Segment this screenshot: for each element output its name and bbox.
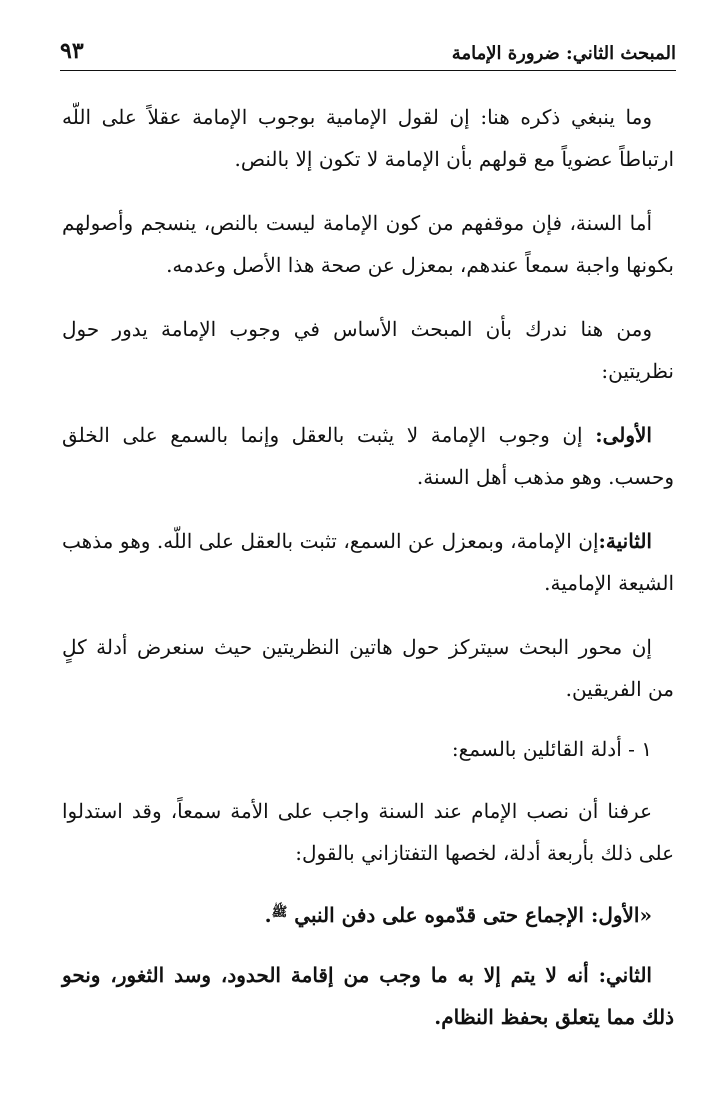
second-theory-text: إن الإمامة، وبمعزل عن السمع، تثبت بالعقل على اللّه. وهو مذهب الشيعة الإمامية. <box>62 529 674 595</box>
section-heading: ١ - أدلة القائلين بالسمع: <box>451 737 652 761</box>
quote-second-proof <box>62 954 674 1038</box>
second-proof-label: الثاني: <box>598 963 652 987</box>
second-proof-text: أنه لا يتم إلا به ما وجب من إقامة الحدود، وسد الثغور، ونحو ذلك مما يتعلق بحفظ النظام. <box>62 963 674 1029</box>
paragraph-first-theory <box>62 414 674 498</box>
paragraph-3: ومن هنا ندرك بأن المبحث الأساس في وجوب الإمامة يدور حول نظريتين: <box>62 317 674 383</box>
first-proof-label: «الأول: <box>590 903 652 927</box>
paragraph-2: أما السنة، فإن موقفهم من كون الإمامة ليست بالنص، ينسجم وأصولهم بكونها واجبة سمعاً عندهم، بمعزل عن صحة هذا الأصل وعدمه. <box>62 211 674 277</box>
second-theory-label: الثانية: <box>598 529 652 553</box>
paragraph-1: وما ينبغي ذكره هنا: إن لقول الإمامية بوجوب الإمامة عقلاً على اللّه ارتباطاً عضوياً مع قولهم بأن الإمامة لا تكون إلا بالنص. <box>62 105 674 171</box>
first-proof-text: الإجماع حتى قدّموه على دفن النبي <box>294 903 591 927</box>
paragraph-second-theory <box>62 520 674 604</box>
first-proof-end: . <box>264 903 272 927</box>
paragraph-6: إن محور البحث سيتركز حول هاتين النظريتين حيث سنعرض أدلة كلٍ من الفريقين. <box>62 635 674 701</box>
page-body <box>62 96 674 1069</box>
first-theory-label: الأولى: <box>595 423 652 447</box>
running-title: المبحث الثاني: ضرورة الإمامة <box>451 43 676 64</box>
quote-first-proof <box>62 892 674 936</box>
honorific-symbol: ﷺ <box>271 905 288 920</box>
page-header <box>60 28 676 71</box>
first-theory-text: إن وجوب الإمامة لا يثبت بالعقل وإنما بالسمع على الخلق وحسب. وهو مذهب أهل السنة. <box>62 423 674 489</box>
page-number: ٩٣ <box>60 38 84 64</box>
paragraph-7: عرفنا أن نصب الإمام عند السنة واجب على الأمة سمعاً، وقد استدلوا على ذلك بأربعة أدلة، لخصها التفتازاني بالقول: <box>62 799 674 865</box>
